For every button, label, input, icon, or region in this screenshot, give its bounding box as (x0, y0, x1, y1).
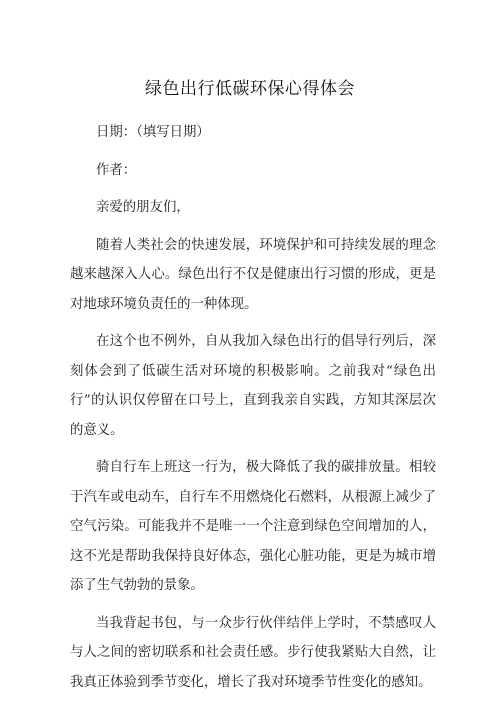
paragraph-4: 当我背起书包，与一众步行伙伴结伴上学时，不禁感叹人与人之间的密切联系和社会责任感。步行使我紧贴大自然，让我真正体验到季节变化，增长了我对环境季节性变化的感知。 (70, 615, 436, 690)
paragraph-2: 在这个也不例外，自从我加入绿色出行的倡导行列后，深刻体会到了低碳生活对环境的积极影响。之前我对“绿色出行”的认识仅停留在口号上，直到我亲自实践，方知其深层次的意义。 (70, 334, 436, 438)
date-line: 日期：（填写日期） (96, 125, 210, 140)
paragraph-1: 随着人类社会的快速发展，环境保护和可持续发展的理念越来越深入人心。绿色出行不仅是健康出行习惯的形成，更是对地球环境负责任的一种体现。 (70, 237, 436, 312)
paragraph-3: 骑自行车上班这一行为，极大降低了我的碳排放量。相较于汽车或电动车，自行车不用燃烧化石燃料，从根源上减少了空气污染。可能我并不是唯一一个注意到绿色空间增加的人，这不光是帮助我保持良好体态，强化心脏功能，更是为城市增添了生气勃勃的景象。 (70, 460, 436, 593)
author-line: 作者： (96, 162, 137, 178)
document-title: 绿色出行低碳环保心得体会 (145, 79, 355, 99)
document-body (70, 118, 436, 705)
greeting: 亲爱的朋友们， (96, 200, 190, 215)
